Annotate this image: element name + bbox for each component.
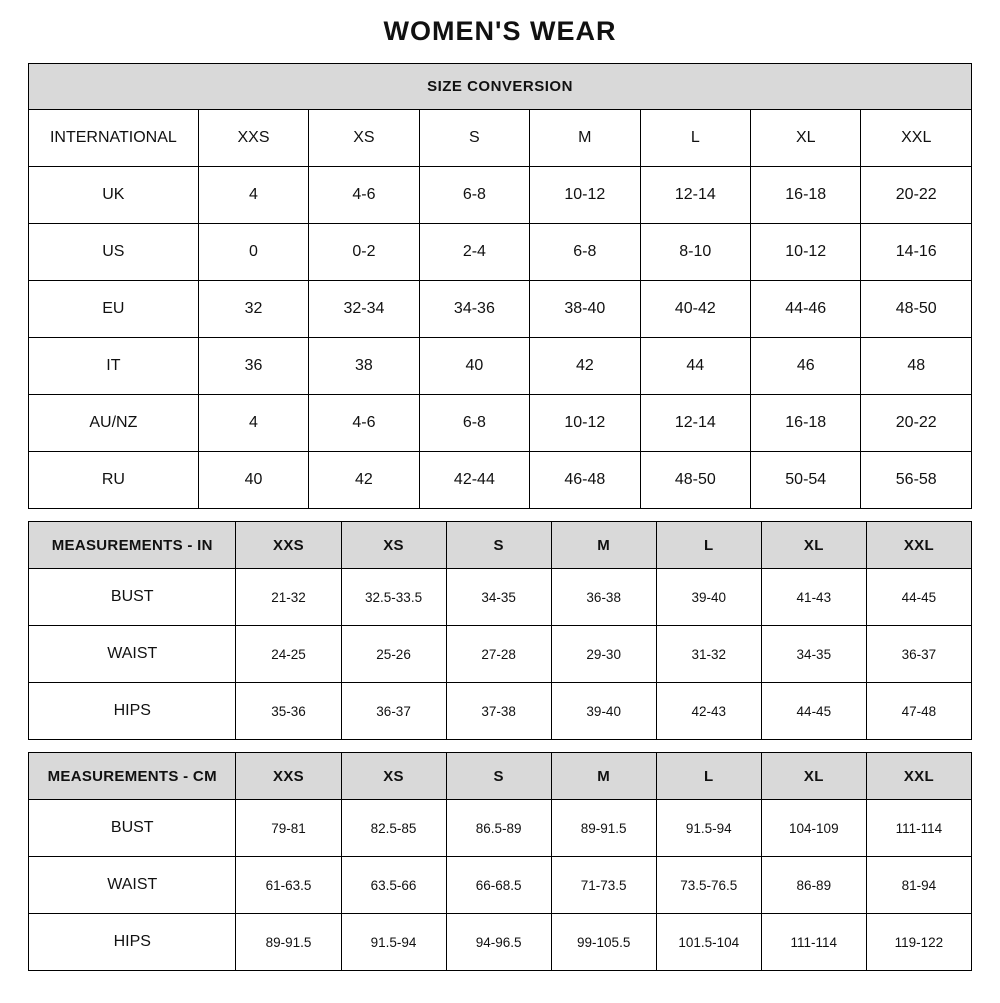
table-cell: 47-48	[866, 683, 971, 740]
table-cell: 94-96.5	[446, 914, 551, 971]
column-header-row	[29, 753, 972, 800]
table-cell: 4-6	[309, 167, 419, 224]
table-cell: 8-10	[640, 224, 750, 281]
table-row	[29, 452, 972, 509]
size-column-header: L	[656, 753, 761, 800]
table-cell: 56-58	[861, 452, 972, 509]
table-cell: 2-4	[419, 224, 529, 281]
table-cell: 36-37	[866, 626, 971, 683]
row-label: UK	[29, 167, 199, 224]
table-cell: 38-40	[530, 281, 640, 338]
size-conversion-title-row	[29, 64, 972, 110]
table-cell: 42-43	[656, 683, 761, 740]
row-label: BUST	[29, 800, 236, 857]
size-column-header: L	[656, 522, 761, 569]
table-cell: 79-81	[236, 800, 341, 857]
table-cell: 4	[198, 167, 308, 224]
size-column-header: M	[551, 753, 656, 800]
table-cell: 24-25	[236, 626, 341, 683]
table-cell: 48	[861, 338, 972, 395]
table-cell: 12-14	[640, 395, 750, 452]
measurements-title: MEASUREMENTS - CM	[29, 753, 236, 800]
table-cell: 42	[309, 452, 419, 509]
table-cell: 6-8	[419, 167, 529, 224]
table-cell: 39-40	[551, 683, 656, 740]
size-column-header: XS	[309, 110, 419, 167]
table-row	[29, 167, 972, 224]
table-cell: 14-16	[861, 224, 972, 281]
table-cell: 21-32	[236, 569, 341, 626]
table-cell: 16-18	[751, 395, 861, 452]
size-column-header: XL	[761, 522, 866, 569]
table-cell: 104-109	[761, 800, 866, 857]
row-label: HIPS	[29, 914, 236, 971]
table-cell: 48-50	[861, 281, 972, 338]
table-row	[29, 683, 972, 740]
size-conversion-title: SIZE CONVERSION	[29, 64, 972, 110]
table-cell: 16-18	[751, 167, 861, 224]
table-cell: 99-105.5	[551, 914, 656, 971]
region-column-header: INTERNATIONAL	[29, 110, 199, 167]
table-cell: 61-63.5	[236, 857, 341, 914]
table-cell: 38	[309, 338, 419, 395]
table-cell: 0-2	[309, 224, 419, 281]
table-cell: 86.5-89	[446, 800, 551, 857]
table-cell: 89-91.5	[236, 914, 341, 971]
row-label: RU	[29, 452, 199, 509]
measurements-title: MEASUREMENTS - IN	[29, 522, 236, 569]
row-label: HIPS	[29, 683, 236, 740]
size-column-header: XS	[341, 753, 446, 800]
table-cell: 6-8	[419, 395, 529, 452]
table-cell: 111-114	[761, 914, 866, 971]
table-row	[29, 914, 972, 971]
table-cell: 12-14	[640, 167, 750, 224]
table-cell: 20-22	[861, 167, 972, 224]
table-cell: 44	[640, 338, 750, 395]
row-label: WAIST	[29, 857, 236, 914]
table-cell: 4	[198, 395, 308, 452]
size-column-header: XXL	[866, 753, 971, 800]
table-row	[29, 338, 972, 395]
row-label: WAIST	[29, 626, 236, 683]
table-cell: 34-35	[761, 626, 866, 683]
table-cell: 71-73.5	[551, 857, 656, 914]
size-column-header: XXS	[198, 110, 308, 167]
table-row	[29, 224, 972, 281]
table-cell: 0	[198, 224, 308, 281]
table-row	[29, 800, 972, 857]
table-row	[29, 281, 972, 338]
size-column-header: S	[446, 522, 551, 569]
table-cell: 10-12	[751, 224, 861, 281]
table-cell: 36	[198, 338, 308, 395]
table-cell: 46-48	[530, 452, 640, 509]
table-cell: 25-26	[341, 626, 446, 683]
table-cell: 48-50	[640, 452, 750, 509]
table-cell: 36-38	[551, 569, 656, 626]
table-cell: 44-45	[761, 683, 866, 740]
size-column-header: M	[551, 522, 656, 569]
table-row	[29, 626, 972, 683]
size-column-header: S	[419, 110, 529, 167]
table-cell: 50-54	[751, 452, 861, 509]
row-label: US	[29, 224, 199, 281]
table-cell: 66-68.5	[446, 857, 551, 914]
page-title: WOMEN'S WEAR	[383, 16, 617, 46]
table-row	[29, 395, 972, 452]
size-column-header: XXS	[236, 753, 341, 800]
table-row	[29, 857, 972, 914]
table-cell: 91.5-94	[656, 800, 761, 857]
row-label: IT	[29, 338, 199, 395]
table-cell: 40	[419, 338, 529, 395]
column-header-row	[29, 110, 972, 167]
row-label: BUST	[29, 569, 236, 626]
table-cell: 81-94	[866, 857, 971, 914]
table-cell: 36-37	[341, 683, 446, 740]
table-cell: 40-42	[640, 281, 750, 338]
size-column-header: XXL	[866, 522, 971, 569]
table-cell: 34-36	[419, 281, 529, 338]
table-cell: 32	[198, 281, 308, 338]
table-cell: 42	[530, 338, 640, 395]
size-column-header: XS	[341, 522, 446, 569]
table-cell: 44-45	[866, 569, 971, 626]
size-column-header: M	[530, 110, 640, 167]
size-column-header: XL	[751, 110, 861, 167]
table-cell: 39-40	[656, 569, 761, 626]
size-column-header: XL	[761, 753, 866, 800]
table-cell: 101.5-104	[656, 914, 761, 971]
table-cell: 82.5-85	[341, 800, 446, 857]
table-cell: 73.5-76.5	[656, 857, 761, 914]
table-cell: 111-114	[866, 800, 971, 857]
table-cell: 20-22	[861, 395, 972, 452]
table-cell: 32.5-33.5	[341, 569, 446, 626]
size-conversion-table	[28, 63, 972, 509]
size-column-header: S	[446, 753, 551, 800]
table-cell: 27-28	[446, 626, 551, 683]
table-cell: 35-36	[236, 683, 341, 740]
table-cell: 4-6	[309, 395, 419, 452]
table-cell: 29-30	[551, 626, 656, 683]
table-cell: 91.5-94	[341, 914, 446, 971]
size-column-header: XXL	[861, 110, 972, 167]
table-cell: 41-43	[761, 569, 866, 626]
table-cell: 46	[751, 338, 861, 395]
table-cell: 10-12	[530, 395, 640, 452]
table-row	[29, 569, 972, 626]
table-cell: 89-91.5	[551, 800, 656, 857]
table-cell: 37-38	[446, 683, 551, 740]
table-cell: 34-35	[446, 569, 551, 626]
table-cell: 6-8	[530, 224, 640, 281]
table-cell: 32-34	[309, 281, 419, 338]
table-cell: 63.5-66	[341, 857, 446, 914]
row-label: AU/NZ	[29, 395, 199, 452]
table-cell: 31-32	[656, 626, 761, 683]
table-cell: 10-12	[530, 167, 640, 224]
table-cell: 44-46	[751, 281, 861, 338]
measurements-in-table	[28, 521, 972, 740]
table-cell: 40	[198, 452, 308, 509]
measurements-cm-table	[28, 752, 972, 971]
size-column-header: XXS	[236, 522, 341, 569]
table-cell: 42-44	[419, 452, 529, 509]
column-header-row	[29, 522, 972, 569]
row-label: EU	[29, 281, 199, 338]
table-cell: 86-89	[761, 857, 866, 914]
table-cell: 119-122	[866, 914, 971, 971]
size-column-header: L	[640, 110, 750, 167]
